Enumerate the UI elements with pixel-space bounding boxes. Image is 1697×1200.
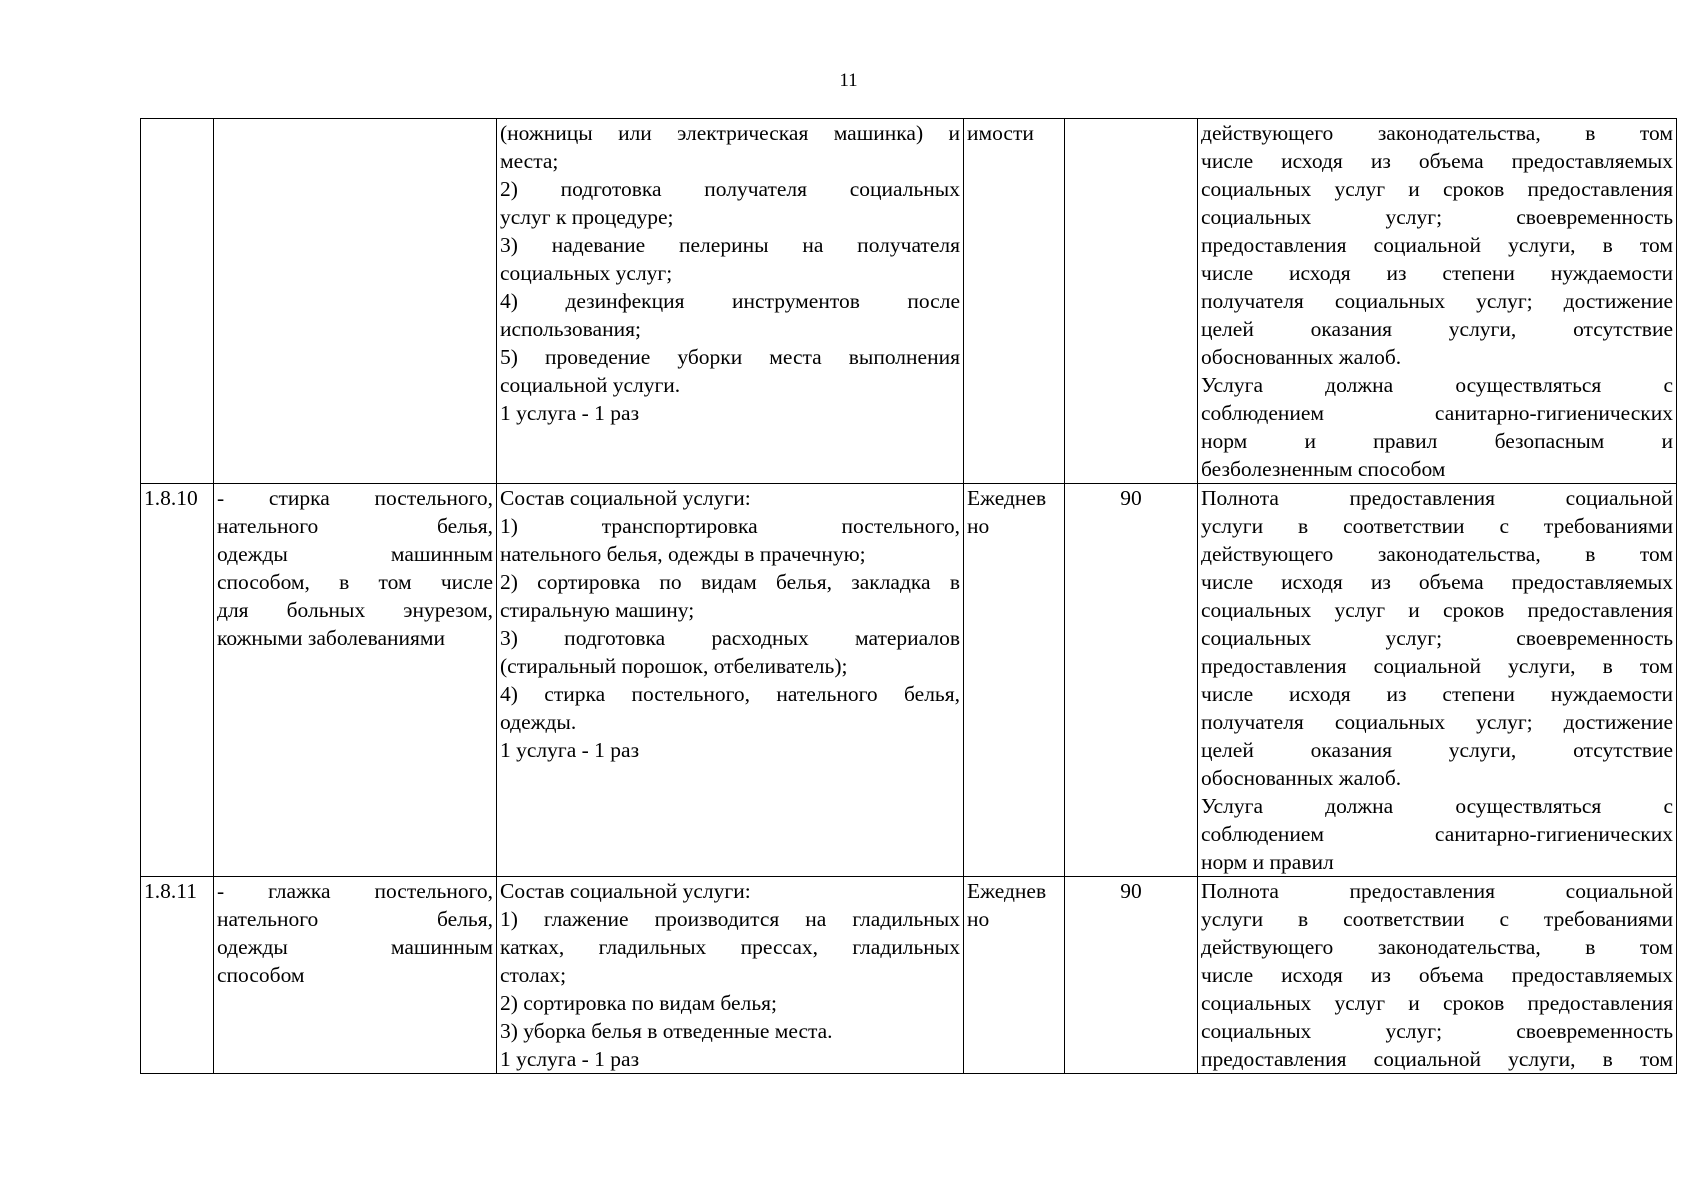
cell-service-description <box>497 119 964 484</box>
page-number: 11 <box>839 70 858 91</box>
description-line: 3) подготовка расходных материалов <box>500 626 960 650</box>
frequency-line: но <box>967 514 990 538</box>
description-line: 1) транспортировка постельного, <box>500 514 960 538</box>
table-row <box>141 119 1677 484</box>
frequency-line: имости <box>967 121 1034 145</box>
cell-number: 1.8.11 <box>141 877 214 1074</box>
requirement-line: обоснованных жалоб. <box>1201 345 1402 369</box>
cell-service-name <box>214 877 497 1074</box>
requirement-line: Услуга должна осуществляться с <box>1201 373 1673 397</box>
description-line: 4) стирка постельного, нательного белья, <box>500 682 960 706</box>
cell-service-name <box>214 119 497 484</box>
service-name-line: одежды машинным <box>217 542 493 566</box>
description-line: столах; <box>500 963 567 987</box>
requirement-line: соблюдением санитарно-гигиенических <box>1201 401 1673 425</box>
description-line: стиральную машину; <box>500 598 695 622</box>
requirement-line: безболезненным способом <box>1201 457 1446 481</box>
cell-quality-requirements <box>1198 119 1677 484</box>
cell-duration <box>1065 119 1198 484</box>
description-line: 5) проведение уборки места выполнения <box>500 345 960 369</box>
frequency-line: Ежеднев <box>967 879 1047 903</box>
description-line: 2) сортировка по видам белья, закладка в <box>500 570 960 594</box>
requirement-line: социальных услуг; своевременность <box>1201 626 1673 650</box>
service-name-line: нательного белья, <box>217 514 493 538</box>
requirement-line: соблюдением санитарно-гигиенических <box>1201 822 1673 846</box>
description-line: услуг к процедуре; <box>500 205 674 229</box>
service-name-line: способом <box>217 963 305 987</box>
requirement-line: Услуга должна осуществляться с <box>1201 794 1673 818</box>
description-line: использования; <box>500 317 641 341</box>
requirement-line: Полнота предоставления социальной <box>1201 879 1673 903</box>
description-line: Состав социальной услуги: <box>500 879 751 903</box>
requirement-line: действующего законодательства, в том <box>1201 542 1673 566</box>
description-line: 1 услуга - 1 раз <box>500 738 640 762</box>
requirement-line: предоставления социальной услуги, в том <box>1201 1047 1673 1071</box>
table-body <box>141 119 1677 1074</box>
services-table <box>140 118 1677 1074</box>
cell-quality-requirements <box>1198 877 1677 1074</box>
requirement-line: получателя социальных услуг; достижение <box>1201 710 1673 734</box>
requirement-line: целей оказания услуги, отсутствие <box>1201 738 1673 762</box>
frequency-line: но <box>967 907 990 931</box>
description-line: одежды. <box>500 710 577 734</box>
cell-duration: 90 <box>1065 877 1198 1074</box>
requirement-line: социальных услуг; своевременность <box>1201 1019 1673 1043</box>
description-line: 1 услуга - 1 раз <box>500 401 640 425</box>
requirement-line: предоставления социальной услуги, в том <box>1201 654 1673 678</box>
cell-frequency <box>964 877 1065 1074</box>
description-line: (ножницы или электрическая машинка) и <box>500 121 960 145</box>
requirement-line: норм и правил безопасным и <box>1201 429 1673 453</box>
requirement-line: числе исходя из степени нуждаемости <box>1201 261 1673 285</box>
requirement-line: услуги в соответствии с требованиями <box>1201 907 1673 931</box>
requirement-line: социальных услуг и сроков предоставления <box>1201 991 1673 1015</box>
description-line: 1 услуга - 1 раз <box>500 1047 640 1071</box>
description-line: 3) надевание пелерины на получателя <box>500 233 960 257</box>
requirement-line: числе исходя из объема предоставляемых <box>1201 149 1673 173</box>
cell-service-description <box>497 877 964 1074</box>
requirement-line: числе исходя из объема предоставляемых <box>1201 963 1673 987</box>
service-name-line: способом, в том числе <box>217 570 493 594</box>
cell-frequency <box>964 119 1065 484</box>
description-line: 4) дезинфекция инструментов после <box>500 289 960 313</box>
requirement-line: получателя социальных услуг; достижение <box>1201 289 1673 313</box>
cell-number: 1.8.10 <box>141 484 214 877</box>
service-name-line: нательного белья, <box>217 907 493 931</box>
requirement-line: предоставления социальной услуги, в том <box>1201 233 1673 257</box>
description-line: нательного белья, одежды в прачечную; <box>500 542 866 566</box>
requirement-line: социальных услуг; своевременность <box>1201 205 1673 229</box>
cell-quality-requirements <box>1198 484 1677 877</box>
description-line: 2) подготовка получателя социальных <box>500 177 960 201</box>
cell-number <box>141 119 214 484</box>
requirement-line: действующего законодательства, в том <box>1201 935 1673 959</box>
requirement-line: числе исходя из степени нуждаемости <box>1201 682 1673 706</box>
table-row <box>141 877 1677 1074</box>
description-line: 3) уборка белья в отведенные места. <box>500 1019 833 1043</box>
requirement-line: социальных услуг и сроков предоставления <box>1201 598 1673 622</box>
description-line: места; <box>500 149 559 173</box>
service-name-line: - глажка постельного, <box>217 879 493 903</box>
cell-service-description <box>497 484 964 877</box>
requirement-line: Полнота предоставления социальной <box>1201 486 1673 510</box>
requirement-line: норм и правил <box>1201 850 1334 874</box>
cell-duration: 90 <box>1065 484 1198 877</box>
service-name-line: - стирка постельного, <box>217 486 493 510</box>
description-line: 1) глажение производится на гладильных <box>500 907 960 931</box>
service-name-line: кожными заболеваниями <box>217 626 445 650</box>
service-name-line: одежды машинным <box>217 935 493 959</box>
requirement-line: обоснованных жалоб. <box>1201 766 1402 790</box>
service-name-line: для больных энурезом, <box>217 598 493 622</box>
requirement-line: действующего законодательства, в том <box>1201 121 1673 145</box>
description-line: катках, гладильных прессах, гладильных <box>500 935 960 959</box>
requirement-line: числе исходя из объема предоставляемых <box>1201 570 1673 594</box>
requirement-line: социальных услуг и сроков предоставления <box>1201 177 1673 201</box>
table-row <box>141 484 1677 877</box>
description-line: социальной услуги. <box>500 373 681 397</box>
description-line: (стиральный порошок, отбеливатель); <box>500 654 848 678</box>
description-line: 2) сортировка по видам белья; <box>500 991 777 1015</box>
requirement-line: услуги в соответствии с требованиями <box>1201 514 1673 538</box>
cell-frequency <box>964 484 1065 877</box>
description-line: социальных услуг; <box>500 261 673 285</box>
description-line: Состав социальной услуги: <box>500 486 751 510</box>
requirement-line: целей оказания услуги, отсутствие <box>1201 317 1673 341</box>
frequency-line: Ежеднев <box>967 486 1047 510</box>
cell-service-name <box>214 484 497 877</box>
